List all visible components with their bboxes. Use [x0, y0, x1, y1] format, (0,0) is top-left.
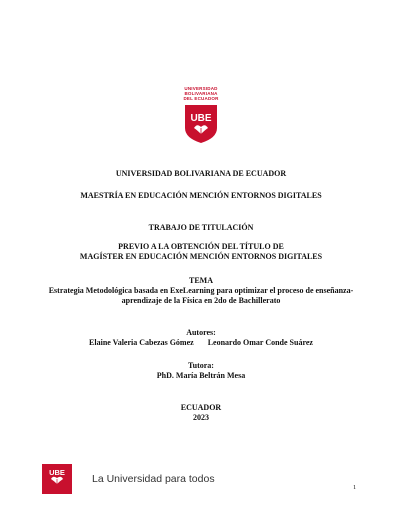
- ube-shield-icon: [184, 104, 218, 144]
- footer-ube-logo-icon: [42, 464, 72, 494]
- country: ECUADOR: [180, 403, 222, 412]
- logo-line-2: BOLIVARIANA: [184, 91, 218, 97]
- university-name: UNIVERSIDAD BOLIVARIANA DE ECUADOR: [115, 169, 287, 178]
- logo-line-1: UNIVERSIDAD: [184, 86, 218, 91]
- tutor-label: Tutora:: [188, 361, 214, 370]
- topic-line-2: aprendizaje de la Física en 2do de Bachillerato: [121, 296, 281, 305]
- author-2: Leonardo Omar Conde Suárez: [207, 338, 313, 347]
- footer-slogan: La Universidad para todos: [92, 473, 215, 485]
- page-number: 1: [353, 484, 357, 491]
- university-logo: [177, 86, 225, 144]
- program-name: MAESTRÍA EN EDUCACIÓN MENCIÓN ENTORNOS DIGITALES: [80, 191, 322, 200]
- degree-line-1: PREVIO A LA OBTENCIÓN DEL TÍTULO DE: [118, 242, 284, 251]
- authors-line: [0, 338, 402, 348]
- topic-line-1: Estrategia Metodológica basada en ExeLearning para optimizar el proceso de enseñanza-: [48, 286, 354, 295]
- authors-label: Autores:: [186, 328, 216, 337]
- footer-acronym: UBE: [49, 468, 65, 477]
- tutor-name: PhD. María Beltrán Mesa: [156, 371, 246, 380]
- logo-line-3: DEL ECUADOR: [183, 96, 219, 102]
- topic-label: TEMA: [189, 276, 213, 285]
- year: 2023: [193, 413, 209, 422]
- work-type: TRABAJO DE TITULACIÓN: [148, 223, 254, 232]
- degree-line-2: MAGÍSTER EN EDUCACIÓN MENCIÓN ENTORNOS DIGITALES: [79, 252, 323, 261]
- author-1: Elaine Valeria Cabezas Gómez: [89, 338, 194, 347]
- logo-acronym: UBE: [190, 112, 212, 124]
